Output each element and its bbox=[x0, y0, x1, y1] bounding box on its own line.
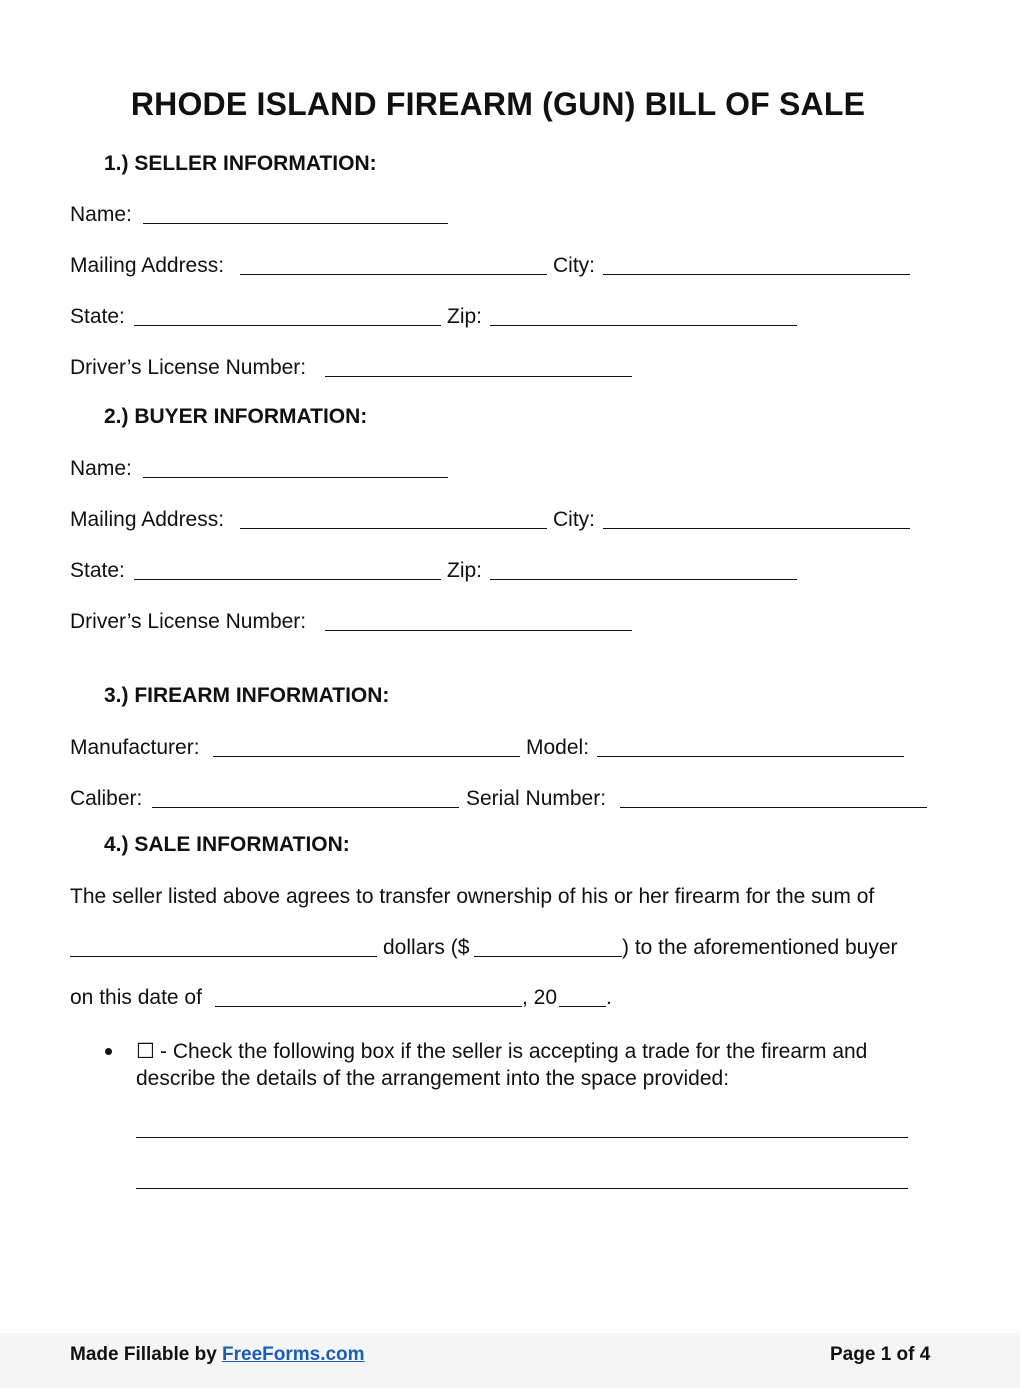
year-prefix: , 20 bbox=[522, 986, 558, 1009]
serial-number-label: Serial Number: bbox=[466, 787, 607, 810]
trade-instruction-line-2: describe the details of the arrangement into the space provided: bbox=[136, 1067, 730, 1090]
buyer-license-label: Driver’s License Number: bbox=[70, 610, 307, 633]
seller-zip-field[interactable] bbox=[490, 325, 797, 326]
serial-number-field[interactable] bbox=[620, 807, 927, 808]
bullet-icon bbox=[105, 1048, 112, 1055]
buyer-state-field[interactable] bbox=[134, 579, 441, 580]
buyer-name-field[interactable] bbox=[143, 477, 448, 478]
caliber-field[interactable] bbox=[152, 807, 459, 808]
seller-name-label: Name: bbox=[70, 203, 132, 226]
firearm-section-heading: 3.) FIREARM INFORMATION: bbox=[104, 684, 390, 707]
buyer-city-field[interactable] bbox=[603, 528, 910, 529]
seller-state-label: State: bbox=[70, 305, 125, 328]
manufacturer-field[interactable] bbox=[213, 756, 520, 757]
seller-section-heading: 1.) SELLER INFORMATION: bbox=[104, 152, 377, 175]
date-label: on this date of bbox=[70, 986, 202, 1009]
trade-details-line-2[interactable] bbox=[136, 1188, 908, 1189]
manufacturer-label: Manufacturer: bbox=[70, 736, 200, 759]
buyer-zip-field[interactable] bbox=[490, 579, 797, 580]
model-field[interactable] bbox=[597, 756, 904, 757]
aforementioned-buyer-label: ) to the aforementioned buyer bbox=[622, 936, 898, 959]
seller-license-field[interactable] bbox=[325, 376, 632, 377]
buyer-address-label: Mailing Address: bbox=[70, 508, 225, 531]
trade-instruction-line-1: - Check the following box if the seller is accepting a trade for the firearm and bbox=[160, 1040, 868, 1063]
sale-date-field[interactable] bbox=[215, 1006, 522, 1007]
caliber-label: Caliber: bbox=[70, 787, 143, 810]
sale-sentence: The seller listed above agrees to transfer ownership of his or her firearm for the sum of bbox=[70, 885, 875, 908]
buyer-section-heading: 2.) BUYER INFORMATION: bbox=[104, 405, 368, 428]
buyer-license-field[interactable] bbox=[325, 630, 632, 631]
trade-checkbox[interactable]: ☐ bbox=[136, 1040, 155, 1063]
seller-city-label: City: bbox=[553, 254, 595, 277]
buyer-city-label: City: bbox=[553, 508, 595, 531]
seller-address-label: Mailing Address: bbox=[70, 254, 225, 277]
sale-year-field[interactable] bbox=[559, 1006, 606, 1007]
sale-amount-words-field[interactable] bbox=[70, 956, 377, 957]
year-suffix: . bbox=[606, 986, 612, 1009]
footer-made-by: Made Fillable by bbox=[70, 1344, 217, 1365]
buyer-name-label: Name: bbox=[70, 457, 132, 480]
buyer-zip-label: Zip: bbox=[447, 559, 483, 582]
document-title: RHODE ISLAND FIREARM (GUN) BILL OF SALE bbox=[130, 86, 866, 122]
seller-address-field[interactable] bbox=[240, 274, 547, 275]
seller-license-label: Driver’s License Number: bbox=[70, 356, 307, 379]
footer-site-link[interactable]: FreeForms.com bbox=[222, 1344, 365, 1365]
seller-zip-label: Zip: bbox=[447, 305, 483, 328]
dollars-label: dollars ($ bbox=[383, 936, 470, 959]
sale-section-heading: 4.) SALE INFORMATION: bbox=[104, 833, 350, 856]
seller-name-field[interactable] bbox=[143, 223, 448, 224]
footer-page-number: Page 1 of 4 bbox=[830, 1344, 931, 1365]
buyer-address-field[interactable] bbox=[240, 528, 547, 529]
model-label: Model: bbox=[526, 736, 590, 759]
buyer-state-label: State: bbox=[70, 559, 125, 582]
sale-amount-number-field[interactable] bbox=[474, 956, 622, 957]
trade-details-line-1[interactable] bbox=[136, 1137, 908, 1138]
seller-city-field[interactable] bbox=[603, 274, 910, 275]
seller-state-field[interactable] bbox=[134, 325, 441, 326]
